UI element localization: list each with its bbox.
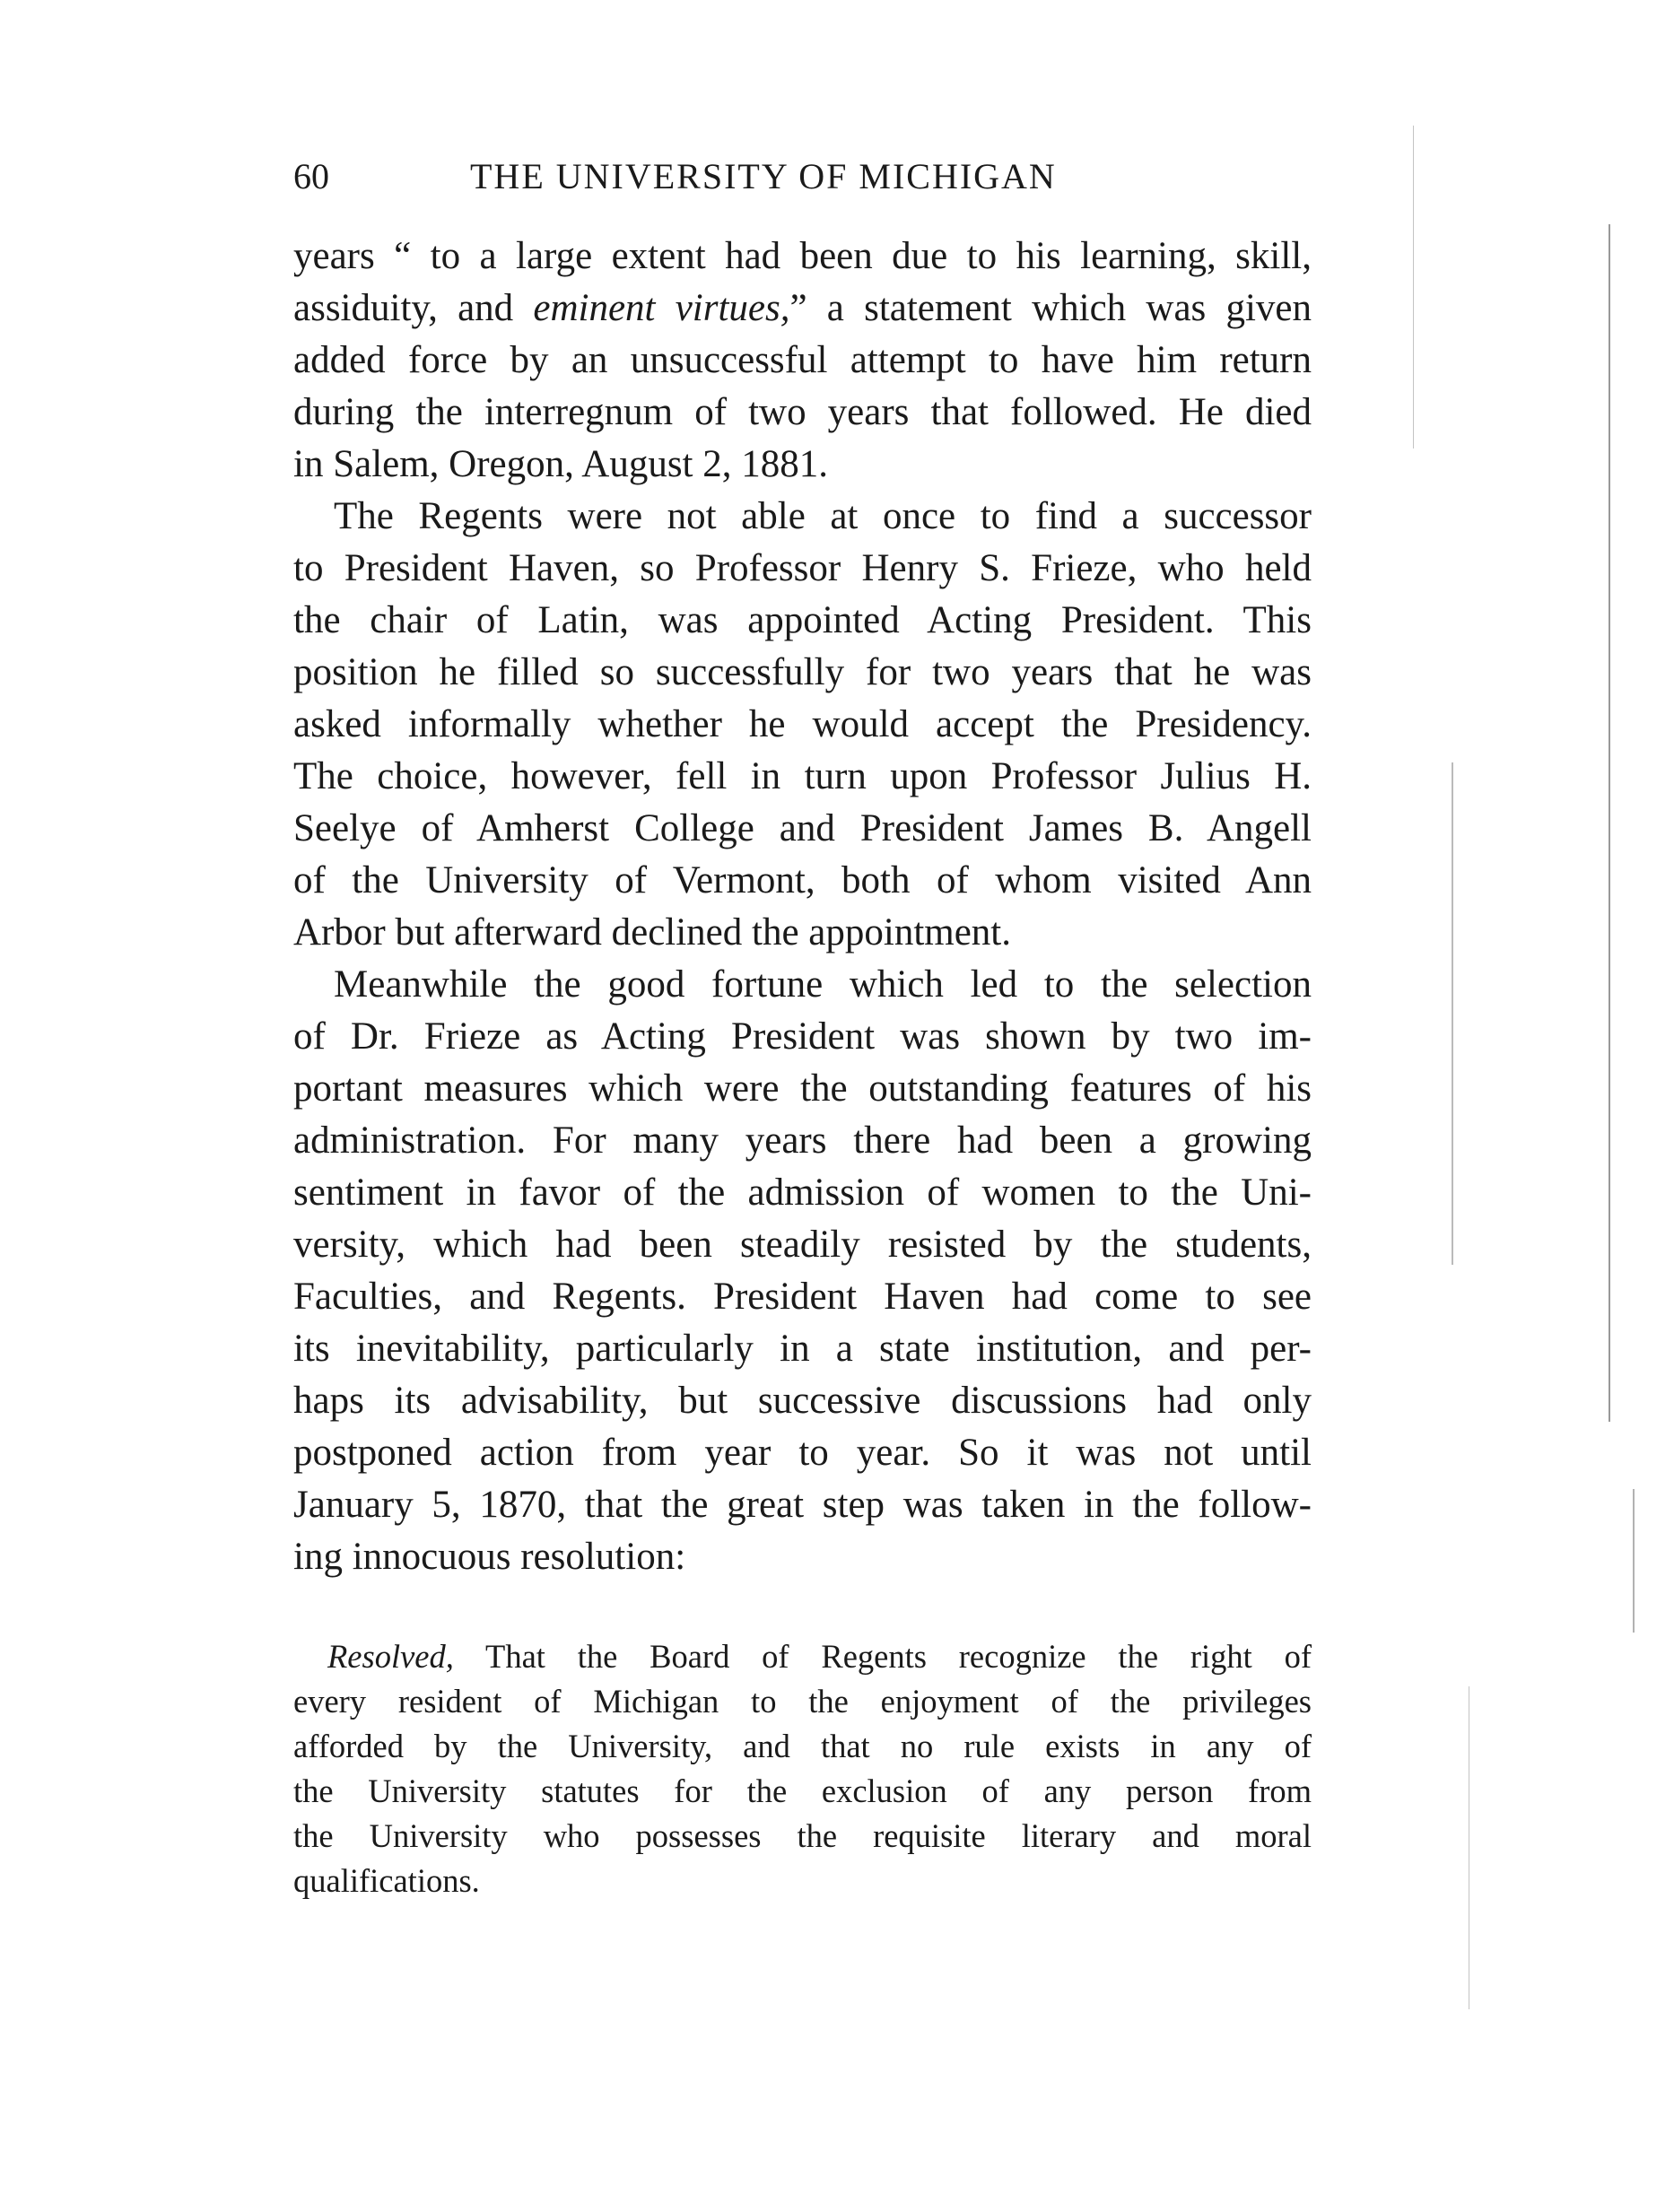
text-line: asked informally whether he would accept the Presidency.: [293, 703, 1312, 745]
text-line: postponed action from year to year. So it was not until: [293, 1432, 1312, 1474]
text-line: haps its advisability, but successive discussions had only: [293, 1380, 1312, 1422]
text-line: to President Haven, so Professor Henry S. Frieze, who held: [293, 547, 1312, 589]
text-line: Seelye of Amherst College and President James B. Angell: [293, 807, 1312, 849]
scan-edge-line: [1633, 1489, 1635, 1633]
scan-edge-line: [1413, 126, 1414, 448]
text-line: qualifications.: [293, 1862, 480, 1899]
text-line: the University who possesses the requisite literary and moral: [293, 1817, 1312, 1854]
text-line: in Salem, Oregon, August 2, 1881.: [293, 443, 828, 485]
text-line: The choice, however, fell in turn upon Professor Julius H.: [293, 755, 1312, 797]
text-line: during the interregnum of two years that followed. He died: [293, 391, 1312, 433]
text-segment: ” a statement which was given: [789, 287, 1312, 329]
text-line: Meanwhile the good fortune which led to the selection: [334, 963, 1312, 1006]
text-line: the chair of Latin, was appointed Acting President. This: [293, 599, 1312, 641]
text-line: added force by an unsuccessful attempt to have him return: [293, 339, 1312, 381]
text-line: position he filled so successfully for two years that he was: [293, 651, 1312, 693]
text-line: Faculties, and Regents. President Haven had come to see: [293, 1276, 1312, 1318]
running-head: THE UNIVERSITY OF MICHIGAN: [470, 156, 1057, 196]
scan-edge-line: [1452, 762, 1453, 1265]
text-line: ing innocuous resolution:: [293, 1536, 686, 1578]
text-line: versity, which had been steadily resisted by the students,: [293, 1224, 1312, 1266]
italic-text: Resolved,: [327, 1638, 454, 1675]
text-line: The Regents were not able at once to find a successor: [334, 495, 1312, 537]
text-line: years “ to a large extent had been due to his learning, skill,: [293, 235, 1312, 277]
italic-text: eminent virtues,: [533, 287, 790, 329]
block-quote-resolution: [293, 1634, 1312, 1903]
text-line: sentiment in favor of the admission of women to the Uni-: [293, 1171, 1312, 1214]
text-line: of the University of Vermont, both of whom visited Ann: [293, 859, 1312, 901]
scan-edge-line: [1609, 224, 1610, 1422]
text-line: administration. For many years there had been a growing: [293, 1119, 1312, 1162]
text-segment: That the Board of Regents recognize the right of: [453, 1638, 1312, 1675]
body-text: [293, 231, 1312, 1583]
text-line: [293, 283, 1312, 335]
text-line: January 5, 1870, that the great step was taken in the follow-: [293, 1484, 1312, 1526]
text-line: afforded by the University, and that no rule exists in any of: [293, 1728, 1312, 1764]
text-line: [293, 1634, 1312, 1679]
text-line: Arbor but afterward declined the appointment.: [293, 911, 1011, 954]
text-line: the University statutes for the exclusion of any person from: [293, 1772, 1312, 1809]
text-line: its inevitability, particularly in a state institution, and per-: [293, 1328, 1312, 1370]
text-segment: assiduity, and: [293, 287, 534, 329]
text-line: every resident of Michigan to the enjoyment of the privileges: [293, 1683, 1312, 1720]
text-line: portant measures which were the outstanding features of his: [293, 1067, 1312, 1110]
text-line: of Dr. Frieze as Acting President was shown by two im-: [293, 1015, 1312, 1058]
page-number: 60: [293, 156, 329, 196]
